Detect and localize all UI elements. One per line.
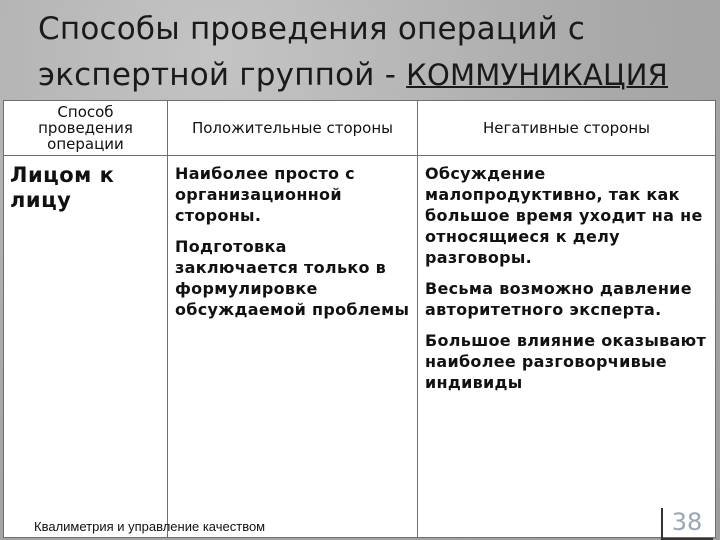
header-method: Способ проведения операции [38, 103, 133, 153]
column-divider-1 [167, 101, 168, 537]
title-line-2-tail: КОММУНИКАЦИЯ [406, 58, 668, 92]
negative-item: Большое влияние оказывают наиболее разговорчивые индивиды [425, 331, 707, 392]
title-line-2 [38, 52, 710, 98]
positives-cell [175, 163, 411, 330]
method-cell: Лицом к лицу [10, 163, 115, 212]
negatives-cell [425, 163, 713, 403]
negative-item: Обсуждение малопродуктивно, так как большое время уходит на не относящиеся к делу разговоры. [425, 164, 703, 267]
header-negatives: Негативные стороны [482, 119, 651, 137]
comparison-table [3, 100, 716, 538]
title-line-1: Способы проведения операций с [38, 11, 586, 47]
positive-item: Подготовка заключается только в формулировке обсуждаемой проблемы [175, 237, 410, 319]
header-positives: Положительные стороны [191, 119, 394, 137]
header-divider [4, 155, 715, 156]
page-number: 38 [671, 508, 703, 536]
column-divider-2 [417, 101, 418, 537]
negative-item: Весьма возможно давление авторитетного эксперта. [425, 279, 692, 319]
slide-title [38, 6, 710, 98]
footer-text: Квалиметрия и управление качеством [34, 519, 266, 534]
title-line-2-main: экспертной группой - [38, 57, 407, 93]
positive-item: Наиболее просто с организационной стороны. [175, 164, 355, 225]
